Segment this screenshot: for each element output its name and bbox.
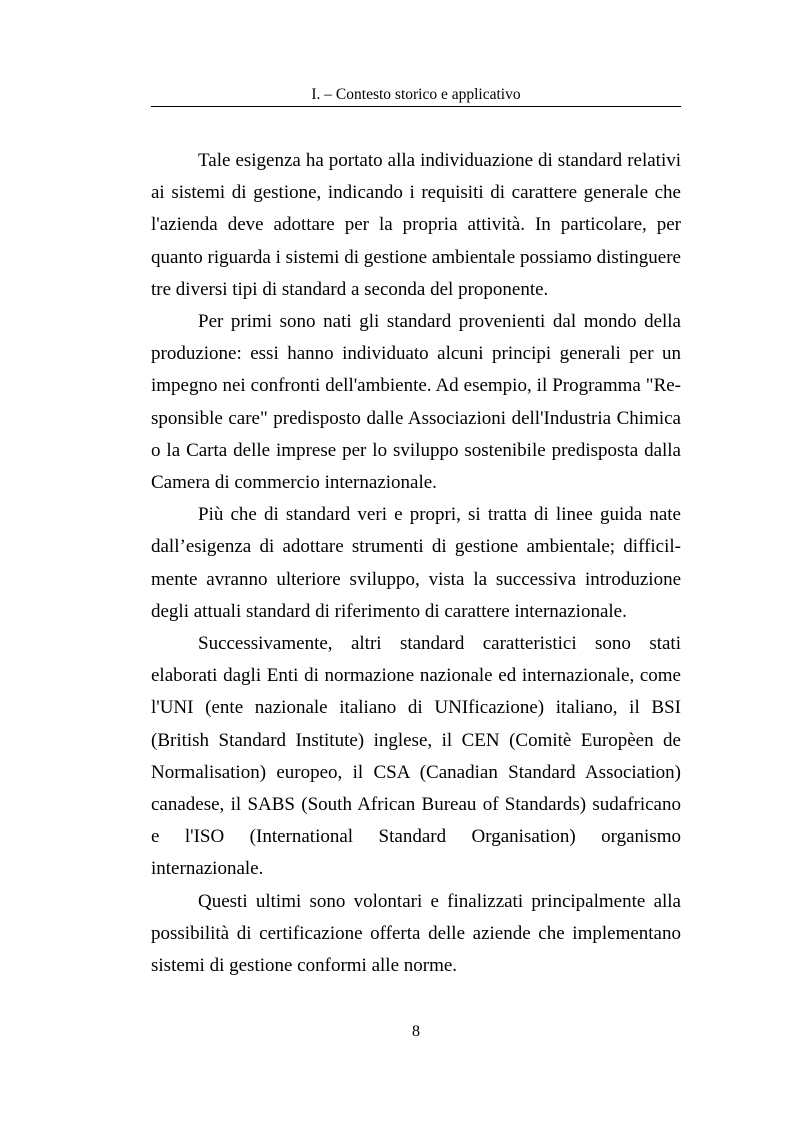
paragraph-standard-relativi: Tale esigenza ha portato alla individuazione di standard relativi ai sistemi di gestione, indicando i requisiti di carattere generale che l'azienda deve adottare per la propria attività. In particolare, per quanto riguarda i sistemi di gestione ambientale possiamo distinguere tre diversi tipi di standard a seconda del proponente. xyxy=(151,150,681,300)
running-header: I. – Contesto storico e applicativo xyxy=(151,84,681,107)
body-text xyxy=(151,145,681,982)
paragraph-linee-guida: Più che di standard veri e propri, si tratta di linee guida nate dall’esigenza di adottare strumenti di gestione ambientale; difficilmente avranno ulteriore sviluppo, vista la successiva introduzione degli attuali standard di riferimento di carattere internazionale. xyxy=(151,504,681,622)
page-number: 8 xyxy=(412,1023,420,1040)
paragraph-certificazione: Questi ultimi sono volontari e finalizzati principalmente alla possibilità di certificazione offerta delle aziende che implementano sistemi di gestione conformi alle norme. xyxy=(151,890,681,977)
paragraph-enti-normazione: Successivamente, altri standard caratteristici sono stati elaborati dagli Enti di normazione nazionale ed internazionale, come l'UNI (ente nazionale italiano di UNIficazione) italiano, il BSI (British Standard Institute) inglese, il CEN (Comitè Europèen de Normalisation) europeo, il CSA (Canadian Standard Association) canadese, il SABS (South African Bureau of Standards) sudafricano e l'ISO (International Standard Organisation) organismo internazionale. xyxy=(151,633,681,880)
paragraph-primi-standard: Per primi sono nati gli standard provenienti dal mondo della produzione: essi hanno individuato alcuni principi generali per un impegno nei confronti dell'ambiente. Ad esempio, il Programma "Responsible care" predisposto dalle Associazioni dell'Industria Chimica o la Carta delle imprese per lo sviluppo sostenibile predisposta dalla Camera di commercio internazionale. xyxy=(151,311,681,494)
